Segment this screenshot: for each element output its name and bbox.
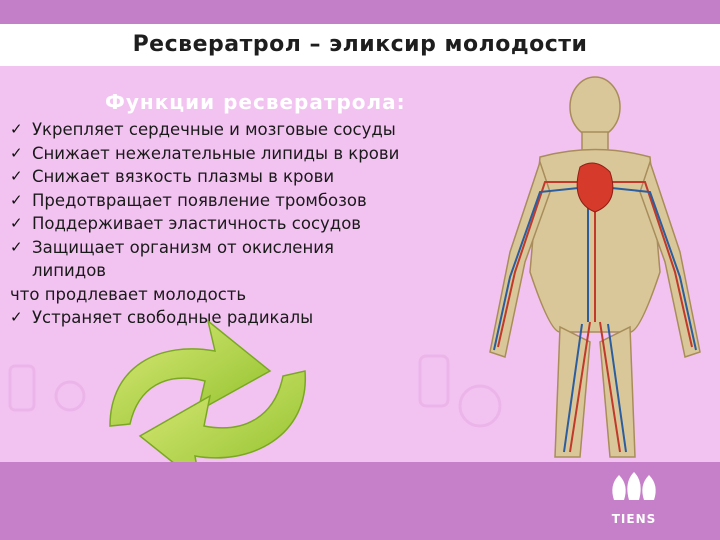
checkmark-icon: ✓	[10, 190, 23, 209]
section-subtitle: Функции ресвератрола:	[105, 90, 406, 114]
list-plain-text: что продлевает молодость	[10, 284, 247, 304]
list-item-text: Устраняет свободные радикалы	[32, 308, 314, 327]
list-item-text: Снижает вязкость плазмы в крови	[32, 167, 335, 186]
content-area	[0, 66, 720, 462]
checkmark-icon: ✓	[10, 143, 23, 162]
top-band	[0, 0, 720, 24]
checkmark-icon: ✓	[10, 214, 23, 232]
tiens-logo	[604, 470, 664, 530]
checkmark-icon: ✓	[10, 237, 23, 256]
title-bar	[0, 24, 720, 66]
list-item-text: Укрепляет сердечные и мозговые сосуды	[32, 120, 396, 139]
human-body-circulatory-illustration	[470, 72, 720, 462]
list-plain-line	[10, 283, 399, 307]
logo-text: TIENS	[611, 512, 657, 526]
functions-list	[10, 118, 399, 330]
list-item	[10, 236, 399, 283]
list-item-continuation: липидов	[32, 261, 107, 280]
slide-title: Ресвератрол – эликсир молодости	[132, 32, 588, 57]
list-item	[10, 118, 399, 142]
list-item-text: Снижает нежелательные липиды в крови	[32, 143, 400, 163]
list-item	[10, 212, 399, 236]
list-item	[10, 165, 399, 189]
list-item-text: Предотвращает появление тромбозов	[32, 190, 367, 210]
tiens-logo-mark-icon	[604, 470, 664, 510]
checkmark-icon: ✓	[10, 167, 23, 185]
list-item	[10, 142, 399, 166]
list-item	[10, 189, 399, 213]
checkmark-icon: ✓	[10, 308, 23, 326]
list-item-text: Поддерживает эластичность сосудов	[32, 214, 362, 233]
checkmark-icon: ✓	[10, 120, 23, 138]
recycle-arrows-icon	[100, 316, 320, 486]
list-item-text: Защищает организм от окисления	[32, 237, 334, 257]
